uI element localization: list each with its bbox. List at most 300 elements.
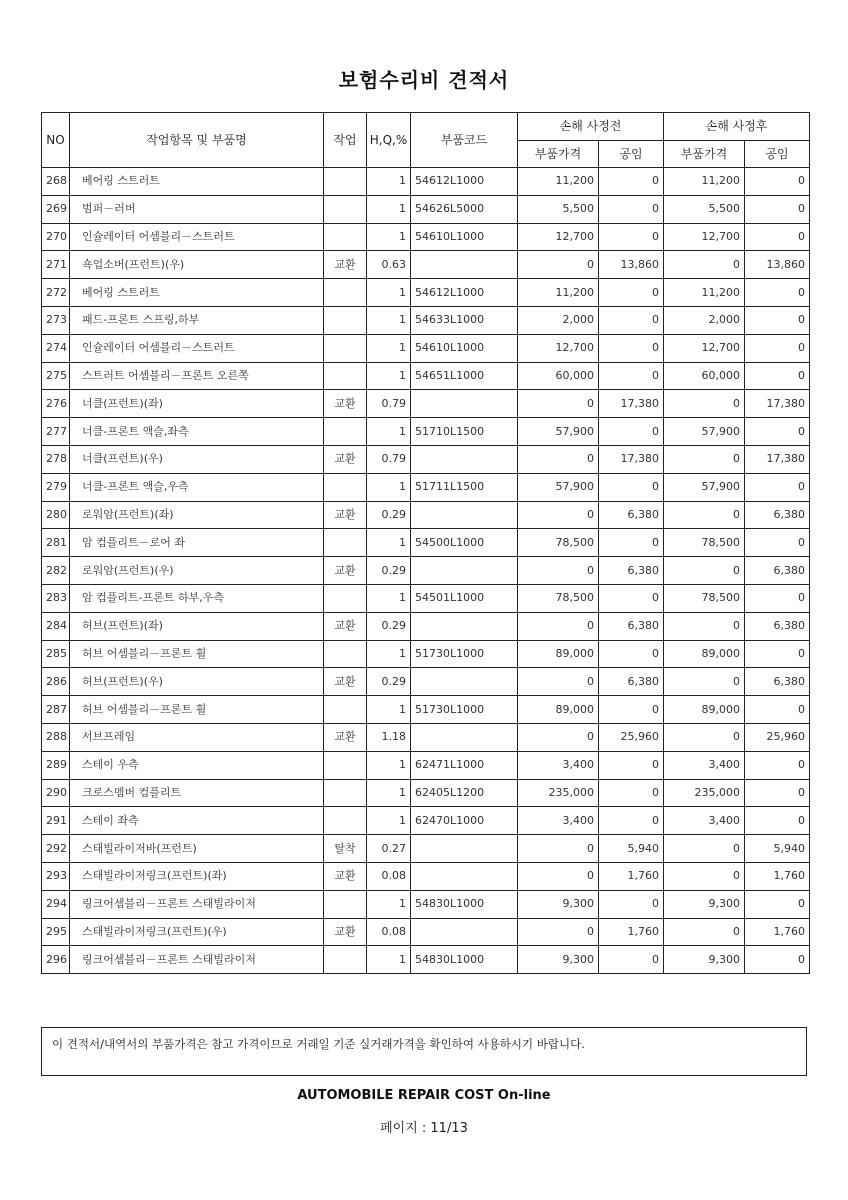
header-item: 작업항목 및 부품명: [70, 113, 324, 168]
table-row: [42, 168, 810, 196]
row-item-name: 허브 어셈블리－프론트 휠: [70, 696, 324, 724]
row-work-type: [324, 168, 367, 196]
row-before-labor: 1,760: [599, 862, 664, 890]
row-before-labor: 0: [599, 946, 664, 974]
row-before-labor: 0: [599, 529, 664, 557]
row-before-labor: 0: [599, 195, 664, 223]
row-hq: 1: [367, 640, 411, 668]
row-item-name: 너클(프런트)(좌): [70, 390, 324, 418]
row-hq: 1: [367, 279, 411, 307]
row-after-part-price: 89,000: [664, 696, 745, 724]
row-item-name: 인슐레이터 어셈블리－스트러트: [70, 223, 324, 251]
row-item-name: 스태빌라이저링크(프런트)(우): [70, 918, 324, 946]
row-part-code: 54633L1000: [411, 306, 518, 334]
row-part-code: 54612L1000: [411, 279, 518, 307]
row-item-name: 링크어셈블리－프론트 스태빌라이저: [70, 890, 324, 918]
row-hq: 0.08: [367, 862, 411, 890]
row-work-type: [324, 640, 367, 668]
row-after-part-price: 9,300: [664, 946, 745, 974]
document-title: 보험수리비 견적서: [338, 68, 510, 92]
row-after-labor: 6,380: [745, 557, 810, 585]
row-no: 273: [42, 306, 70, 334]
row-work-type: [324, 696, 367, 724]
row-part-code: 51711L1500: [411, 473, 518, 501]
header-after-labor: 공임: [745, 140, 810, 168]
row-after-labor: 0: [745, 418, 810, 446]
row-no: 277: [42, 418, 70, 446]
row-no: 291: [42, 807, 70, 835]
row-no: 278: [42, 445, 70, 473]
row-before-labor: 0: [599, 473, 664, 501]
row-no: 268: [42, 168, 70, 196]
row-work-type: 교환: [324, 251, 367, 279]
row-work-type: 교환: [324, 501, 367, 529]
row-no: 292: [42, 835, 70, 863]
row-after-part-price: 57,900: [664, 418, 745, 446]
row-part-code: [411, 557, 518, 585]
row-after-labor: 0: [745, 696, 810, 724]
row-after-labor: 0: [745, 168, 810, 196]
table-row: [42, 418, 810, 446]
row-hq: 1: [367, 751, 411, 779]
row-before-labor: 17,380: [599, 390, 664, 418]
row-item-name: 스트러트 어셈블리－프론트 오른쪽: [70, 362, 324, 390]
row-part-code: 62470L1000: [411, 807, 518, 835]
row-part-code: [411, 390, 518, 418]
row-after-labor: 13,860: [745, 251, 810, 279]
row-hq: 1: [367, 807, 411, 835]
row-part-code: [411, 501, 518, 529]
row-before-part-price: 5,500: [518, 195, 599, 223]
row-no: 280: [42, 501, 70, 529]
row-after-labor: 0: [745, 779, 810, 807]
row-hq: 1: [367, 195, 411, 223]
row-after-part-price: 0: [664, 390, 745, 418]
row-before-part-price: 0: [518, 557, 599, 585]
row-after-labor: 5,940: [745, 835, 810, 863]
row-before-part-price: 0: [518, 723, 599, 751]
table-row: [42, 723, 810, 751]
table-row: [42, 835, 810, 863]
row-item-name: 너클(프런트)(우): [70, 445, 324, 473]
footer-brand: AUTOMOBILE REPAIR COST On-line: [297, 1088, 551, 1103]
header-after-part-price: 부품가격: [664, 140, 745, 168]
row-part-code: [411, 612, 518, 640]
row-hq: 1: [367, 696, 411, 724]
table-row: [42, 279, 810, 307]
table-row: [42, 306, 810, 334]
row-before-part-price: 11,200: [518, 168, 599, 196]
row-after-labor: 6,380: [745, 668, 810, 696]
row-before-part-price: 3,400: [518, 807, 599, 835]
row-after-part-price: 12,700: [664, 223, 745, 251]
row-no: 272: [42, 279, 70, 307]
row-hq: 0.29: [367, 557, 411, 585]
row-after-part-price: 0: [664, 862, 745, 890]
row-part-code: 54610L1000: [411, 223, 518, 251]
row-no: 283: [42, 584, 70, 612]
row-item-name: 허브 어셈블리－프론트 휠: [70, 640, 324, 668]
table-row: [42, 390, 810, 418]
row-hq: 0.79: [367, 390, 411, 418]
row-work-type: [324, 751, 367, 779]
row-part-code: [411, 918, 518, 946]
row-part-code: [411, 445, 518, 473]
row-before-labor: 0: [599, 279, 664, 307]
row-hq: 1: [367, 946, 411, 974]
row-before-labor: 0: [599, 890, 664, 918]
row-part-code: 51730L1000: [411, 640, 518, 668]
row-after-labor: 0: [745, 473, 810, 501]
row-no: 285: [42, 640, 70, 668]
row-part-code: 54501L1000: [411, 584, 518, 612]
row-before-labor: 0: [599, 807, 664, 835]
row-no: 270: [42, 223, 70, 251]
row-part-code: 54651L1000: [411, 362, 518, 390]
row-before-labor: 25,960: [599, 723, 664, 751]
row-part-code: 54830L1000: [411, 946, 518, 974]
row-after-part-price: 2,000: [664, 306, 745, 334]
row-work-type: [324, 418, 367, 446]
row-before-labor: 0: [599, 334, 664, 362]
row-part-code: [411, 251, 518, 279]
row-before-part-price: 0: [518, 390, 599, 418]
row-after-part-price: 9,300: [664, 890, 745, 918]
row-after-part-price: 0: [664, 501, 745, 529]
row-before-part-price: 3,400: [518, 751, 599, 779]
table-row: [42, 918, 810, 946]
row-part-code: 62405L1200: [411, 779, 518, 807]
table-row: [42, 751, 810, 779]
row-no: 274: [42, 334, 70, 362]
row-no: 279: [42, 473, 70, 501]
row-hq: 1: [367, 168, 411, 196]
row-work-type: [324, 195, 367, 223]
row-before-part-price: 9,300: [518, 890, 599, 918]
row-work-type: [324, 223, 367, 251]
table-row: [42, 696, 810, 724]
row-before-part-price: 0: [518, 835, 599, 863]
table-row: [42, 890, 810, 918]
row-after-labor: 0: [745, 334, 810, 362]
row-before-labor: 0: [599, 362, 664, 390]
row-no: 282: [42, 557, 70, 585]
row-hq: 0.08: [367, 918, 411, 946]
row-before-labor: 0: [599, 418, 664, 446]
row-after-part-price: 0: [664, 723, 745, 751]
row-before-labor: 0: [599, 168, 664, 196]
estimate-table: [41, 112, 810, 974]
row-hq: 1: [367, 334, 411, 362]
row-no: 287: [42, 696, 70, 724]
row-after-labor: 17,380: [745, 445, 810, 473]
row-no: 289: [42, 751, 70, 779]
row-no: 294: [42, 890, 70, 918]
row-no: 271: [42, 251, 70, 279]
row-item-name: 허브(프런트)(좌): [70, 612, 324, 640]
row-before-part-price: 12,700: [518, 334, 599, 362]
row-work-type: 교환: [324, 557, 367, 585]
header-after-assessment: 손해 사정후: [664, 113, 810, 141]
row-work-type: [324, 807, 367, 835]
row-item-name: 쇽업소버(프런트)(우): [70, 251, 324, 279]
table-header: [42, 113, 810, 168]
price-notice: 이 견적서/내역서의 부품가격은 참고 가격이므로 거래일 기준 실거래가격을 확인하여 사용하시기 바랍니다.: [41, 1027, 807, 1076]
table-row: [42, 584, 810, 612]
row-before-labor: 6,380: [599, 557, 664, 585]
row-item-name: 범퍼－러버: [70, 195, 324, 223]
row-before-part-price: 11,200: [518, 279, 599, 307]
row-hq: 0.29: [367, 501, 411, 529]
row-item-name: 스태빌라이저링크(프런트)(좌): [70, 862, 324, 890]
row-item-name: 로워암(프런트)(좌): [70, 501, 324, 529]
row-before-labor: 6,380: [599, 612, 664, 640]
row-before-part-price: 0: [518, 918, 599, 946]
table-row: [42, 473, 810, 501]
row-after-labor: 1,760: [745, 918, 810, 946]
header-hq: H,Q,%: [367, 113, 411, 168]
table-row: [42, 334, 810, 362]
table-row: [42, 779, 810, 807]
row-work-type: 교환: [324, 668, 367, 696]
row-before-labor: 0: [599, 584, 664, 612]
row-after-part-price: 0: [664, 445, 745, 473]
row-after-part-price: 0: [664, 835, 745, 863]
row-after-labor: 0: [745, 640, 810, 668]
table-row: [42, 251, 810, 279]
row-after-part-price: 0: [664, 918, 745, 946]
row-no: 281: [42, 529, 70, 557]
row-hq: 1: [367, 529, 411, 557]
row-hq: 1: [367, 473, 411, 501]
row-after-labor: 0: [745, 890, 810, 918]
row-item-name: 너클-프론트 액슬,좌측: [70, 418, 324, 446]
row-after-part-price: 0: [664, 251, 745, 279]
row-before-part-price: 0: [518, 862, 599, 890]
row-after-labor: 6,380: [745, 612, 810, 640]
row-part-code: [411, 668, 518, 696]
row-hq: 1.18: [367, 723, 411, 751]
row-item-name: 링크어셈블리－프론트 스태빌라이저: [70, 946, 324, 974]
row-hq: 0.29: [367, 612, 411, 640]
table-row: [42, 807, 810, 835]
row-after-part-price: 89,000: [664, 640, 745, 668]
row-item-name: 암 컴플리트-프론트 하부,우측: [70, 584, 324, 612]
row-part-code: 51710L1500: [411, 418, 518, 446]
row-before-part-price: 89,000: [518, 640, 599, 668]
row-after-part-price: 0: [664, 612, 745, 640]
row-before-part-price: 57,900: [518, 418, 599, 446]
row-before-part-price: 0: [518, 668, 599, 696]
row-before-labor: 0: [599, 751, 664, 779]
row-no: 276: [42, 390, 70, 418]
row-before-part-price: 57,900: [518, 473, 599, 501]
row-after-labor: 0: [745, 751, 810, 779]
row-before-labor: 13,860: [599, 251, 664, 279]
row-part-code: 54610L1000: [411, 334, 518, 362]
row-work-type: [324, 779, 367, 807]
row-no: 286: [42, 668, 70, 696]
row-after-labor: 0: [745, 195, 810, 223]
row-after-labor: 0: [745, 279, 810, 307]
row-after-labor: 17,380: [745, 390, 810, 418]
row-hq: 1: [367, 362, 411, 390]
row-before-labor: 0: [599, 779, 664, 807]
row-work-type: [324, 334, 367, 362]
row-before-labor: 1,760: [599, 918, 664, 946]
row-after-part-price: 12,700: [664, 334, 745, 362]
row-item-name: 허브(프런트)(우): [70, 668, 324, 696]
row-after-part-price: 5,500: [664, 195, 745, 223]
row-item-name: 베어링 스트러트: [70, 168, 324, 196]
row-after-part-price: 3,400: [664, 751, 745, 779]
row-after-part-price: 0: [664, 557, 745, 585]
row-item-name: 패드-프론트 스프링,하부: [70, 306, 324, 334]
row-after-labor: 6,380: [745, 501, 810, 529]
row-hq: 1: [367, 223, 411, 251]
row-item-name: 인슐레이터 어셈블리－스트러트: [70, 334, 324, 362]
table-row: [42, 668, 810, 696]
table-row: [42, 946, 810, 974]
row-before-labor: 0: [599, 696, 664, 724]
row-before-labor: 0: [599, 306, 664, 334]
table-row: [42, 223, 810, 251]
row-part-code: 54612L1000: [411, 168, 518, 196]
row-work-type: 탈착: [324, 835, 367, 863]
row-no: 275: [42, 362, 70, 390]
row-before-labor: 0: [599, 223, 664, 251]
row-hq: 1: [367, 890, 411, 918]
row-item-name: 로워암(프런트)(우): [70, 557, 324, 585]
row-after-labor: 0: [745, 529, 810, 557]
table-row: [42, 862, 810, 890]
row-work-type: 교환: [324, 445, 367, 473]
row-work-type: [324, 890, 367, 918]
header-part-code: 부품코드: [411, 113, 518, 168]
row-no: 288: [42, 723, 70, 751]
row-work-type: [324, 279, 367, 307]
row-work-type: 교환: [324, 723, 367, 751]
row-after-labor: 0: [745, 306, 810, 334]
row-hq: 0.27: [367, 835, 411, 863]
row-before-part-price: 2,000: [518, 306, 599, 334]
table-row: [42, 612, 810, 640]
row-hq: 1: [367, 418, 411, 446]
row-part-code: 54500L1000: [411, 529, 518, 557]
row-before-part-price: 9,300: [518, 946, 599, 974]
row-after-part-price: 11,200: [664, 279, 745, 307]
row-after-labor: 0: [745, 807, 810, 835]
row-hq: 0.63: [367, 251, 411, 279]
row-before-part-price: 0: [518, 612, 599, 640]
row-before-part-price: 0: [518, 251, 599, 279]
row-part-code: 54626L5000: [411, 195, 518, 223]
row-part-code: 62471L1000: [411, 751, 518, 779]
table-row: [42, 501, 810, 529]
row-hq: 0.29: [367, 668, 411, 696]
table-row: [42, 445, 810, 473]
row-after-part-price: 11,200: [664, 168, 745, 196]
row-work-type: [324, 529, 367, 557]
row-before-part-price: 78,500: [518, 529, 599, 557]
row-item-name: 베어링 스트러트: [70, 279, 324, 307]
row-after-part-price: 3,400: [664, 807, 745, 835]
row-work-type: 교환: [324, 862, 367, 890]
header-work: 작업: [324, 113, 367, 168]
row-hq: 1: [367, 306, 411, 334]
row-after-labor: 1,760: [745, 862, 810, 890]
row-item-name: 스테이 우측: [70, 751, 324, 779]
row-before-labor: 5,940: [599, 835, 664, 863]
page-number: 페이지 : 11/13: [380, 1121, 468, 1136]
row-item-name: 스태빌라이저바(프런트): [70, 835, 324, 863]
table-row: [42, 195, 810, 223]
row-hq: 1: [367, 584, 411, 612]
row-work-type: [324, 584, 367, 612]
row-before-labor: 6,380: [599, 501, 664, 529]
row-before-labor: 0: [599, 640, 664, 668]
header-no: NO: [42, 113, 70, 168]
row-before-part-price: 0: [518, 445, 599, 473]
row-item-name: 암 컴플리트－로어 좌: [70, 529, 324, 557]
row-work-type: [324, 362, 367, 390]
row-after-labor: 0: [745, 362, 810, 390]
row-after-part-price: 60,000: [664, 362, 745, 390]
row-after-part-price: 57,900: [664, 473, 745, 501]
row-work-type: [324, 306, 367, 334]
row-hq: 0.79: [367, 445, 411, 473]
row-no: 293: [42, 862, 70, 890]
row-no: 295: [42, 918, 70, 946]
table-body: [42, 168, 810, 974]
row-no: 296: [42, 946, 70, 974]
row-hq: 1: [367, 779, 411, 807]
row-part-code: [411, 835, 518, 863]
row-work-type: 교환: [324, 390, 367, 418]
header-before-labor: 공임: [599, 140, 664, 168]
header-before-assessment: 손해 사정전: [518, 113, 664, 141]
row-after-part-price: 78,500: [664, 529, 745, 557]
row-after-part-price: 0: [664, 668, 745, 696]
row-after-labor: 0: [745, 584, 810, 612]
row-before-labor: 6,380: [599, 668, 664, 696]
row-before-part-price: 12,700: [518, 223, 599, 251]
row-after-labor: 0: [745, 946, 810, 974]
row-item-name: 너클-프론트 액슬,우측: [70, 473, 324, 501]
row-no: 290: [42, 779, 70, 807]
row-before-part-price: 60,000: [518, 362, 599, 390]
row-work-type: 교환: [324, 612, 367, 640]
row-after-labor: 0: [745, 223, 810, 251]
row-no: 284: [42, 612, 70, 640]
row-before-part-price: 235,000: [518, 779, 599, 807]
row-part-code: 54830L1000: [411, 890, 518, 918]
row-work-type: 교환: [324, 918, 367, 946]
row-part-code: [411, 723, 518, 751]
row-before-part-price: 89,000: [518, 696, 599, 724]
header-before-part-price: 부품가격: [518, 140, 599, 168]
table-row: [42, 640, 810, 668]
table-row: [42, 557, 810, 585]
table-row: [42, 529, 810, 557]
row-after-part-price: 235,000: [664, 779, 745, 807]
row-after-labor: 25,960: [745, 723, 810, 751]
row-work-type: [324, 473, 367, 501]
row-before-part-price: 78,500: [518, 584, 599, 612]
row-part-code: 51730L1000: [411, 696, 518, 724]
row-no: 269: [42, 195, 70, 223]
row-item-name: 서브프레임: [70, 723, 324, 751]
